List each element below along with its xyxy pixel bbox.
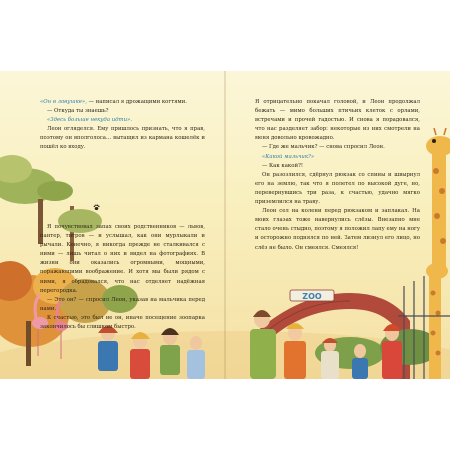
right-paragraph-4: — Как какой?! (262, 162, 304, 169)
left-paragraph-7: К счастью, это был не он, иначе посещение зоопарка закончилось бы слишком быстро. (40, 314, 205, 331)
right-paragraph-3-speech: «Какой мальчик?» (262, 153, 315, 160)
book-spread (0, 71, 450, 379)
right-paragraph-2: — Где же мальчик? — снова спросил Леон. (262, 144, 385, 151)
paw-print-icon (93, 204, 100, 211)
page-gutter (224, 71, 226, 379)
right-page-text (255, 98, 420, 253)
right-paragraph-5: Он разозлился, сдёрнул рюкзак со спины и швырнул его на землю, так что я полетел по высокой дуге, но, перевернувшись три раза, к счастью, удачно мягко приземлился на траву. (255, 171, 420, 206)
left-page-text-top (40, 98, 205, 153)
left-page-text-middle (40, 223, 205, 332)
right-paragraph-6: Леон сел на колени перед рюкзаком и заплакал. На моих глазах тоже навернулись слёзы. Внезапно мне стало очень стыдно, поэтому я положил лапу ему на ногу и осторожно поднялся по ней. Затем лизнул его лицо, но слёз не было. Он смеялся. Смеялся! (255, 208, 420, 251)
giraffe-top-right (426, 128, 450, 271)
left-paragraph-2: — Откуда ты знаешь? (47, 108, 109, 115)
speech-text: «Он в ловушке», (40, 99, 87, 105)
left-paragraph-3-speech: «Здесь больше некуда идти». (47, 117, 133, 124)
left-paragraph-6: — Это он? — спросил Леон, указав на мальчика перед нами. (40, 296, 205, 312)
right-paragraph-1: Я отрицательно покачал головой, и Леон продолжал бежать — мимо больших птичьих клеток с орлами, встречами и прочей гадостью. И снова я порадовался, что нас разделяет забор: некоторые из них смотрели на меня довольно кровожадно. (255, 99, 420, 142)
zoo-sign-text: ZOO (302, 292, 322, 301)
left-paragraph-5: Я почувствовал запах своих родственников — львов, пантер, тигров — и услышал, как они мурлыкали и рычали. Конечно, я никогда прежде не сталкивался с ними — лишь читал о них и видел на фотографиях. В жизни они оказались огромными, мощными, поражающими воображение. И хотя мы были рядом с ними, я обрадовался, что нас отделяет надёжная перегородка. (40, 224, 205, 294)
left-paragraph-4: Леон огляделся. Ему пришлось признать, что я прав, поэтому он вполголоса... вытащил из кармана кошелёк и пошёл ко входу. (40, 126, 205, 151)
left-paragraph-1: «Он в ловушке», — написал я дрожащими когтями. (40, 99, 187, 105)
